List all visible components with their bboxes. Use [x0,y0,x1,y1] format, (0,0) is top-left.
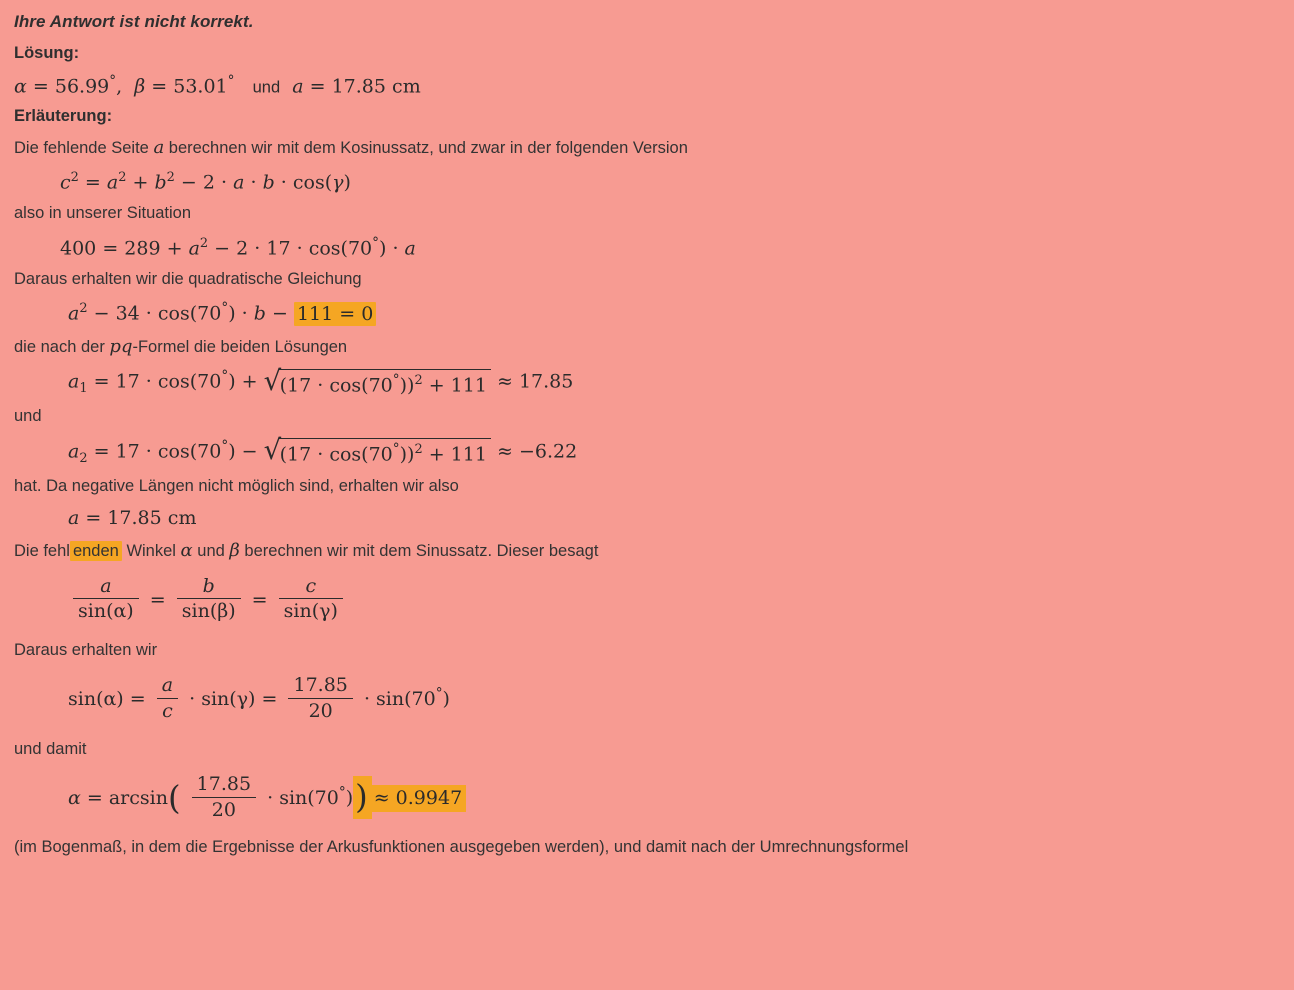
sqrt-a1: √ $(17 \cdot \cos(70^\circ))^2 + 111$ [264,369,491,396]
inline-pq: pq [109,335,133,357]
formula-sin-alpha: sin(α) = $\frac{a}{c}$ · sin(γ) = $\frac{17.85}{20}$ · sin(70°) [68,673,450,722]
explanation-line-9: und damit [14,740,87,759]
sqrt-a2: √ $(17 \cdot \cos(70^\circ))^2 + 111$ [264,438,491,465]
explanation-line-4: die nach der pq-Formel die beiden Lösungen [14,335,348,357]
alpha-value: 56.99 [54,75,110,98]
formula-situation: $400 = 289 + a^2 - 2 \cdot 17 \cdot \cos(70^\circ) \cdot a$ [60,234,416,259]
formula-a-final: a = 17.85 cm [68,507,197,530]
fraction-b-sin-beta: $\frac{b}{\sin(\beta)}$ [177,576,241,624]
a-symbol: a [292,75,304,98]
solution-label: Lösung: [14,44,80,62]
formula-quadratic: $a^2 - 34 \cdot \cos(70^\circ) \cdot b - 111 = 0$ [14,300,1280,324]
explanation-line-1: Die fehlende Seite a berechnen wir mit dem Kosinussatz, und zwar in der folgenden Version [14,137,688,159]
fraction-c-sin-gamma: $\frac{c}{\sin(\gamma)}$ [279,576,343,624]
solution-values: α = 56.99°, β = 53.01° und a = 17.85 cm [14,73,421,98]
inline-beta: β [229,540,240,562]
fraction-1785-over-20: $\frac{17.85}{20}$ [288,675,352,723]
explanation-label: Erläuterung: [14,107,113,126]
highlight-enden: enden [70,541,122,561]
explanation-line-6: hat. Da negative Längen nicht möglich sind, erhalten wir also [14,476,459,495]
explanation-line-5: und [14,407,42,426]
explanation-line-10: (im Bogenmaß, in dem die Ergebnisse der Arkusfunktionen ausgegeben werden), und damit nach der Umrechnungsformel [14,837,909,856]
alpha-symbol: α [14,75,27,98]
wrong-answer-message: Ihre Antwort ist nicht korrekt. [14,12,254,31]
explanation-line-3: Daraus erhalten wir die quadratische Gleichung [14,269,362,288]
explanation-line-7: Die fehl enden Winkel α und β berechnen wir mit dem Sinussatz. Dieser besagt [14,540,599,562]
beta-symbol: β [134,75,146,98]
fraction-1785-over-20-2: $\frac{17.85}{20}$ [192,774,256,822]
explanation-line-2: also in unserer Situation [14,204,192,223]
highlight-111-equals-0: 111 = 0 [294,302,376,326]
formula-sine-law: $\frac{a}{\sin(\alpha)}$ = $\frac{b}{\sin(\beta)}$ = $\frac{c}{\sin(\gamma)}$ [14,577,1280,625]
formula-alpha-arcsin: α = arcsin( $\frac{17.85}{20}$ · sin(70°)) ≈ 0.9947 [14,775,1280,823]
explanation-line-8: Daraus erhalten wir [14,641,158,660]
formula-a2: $a_2 = 17 \cdot \cos(70^\circ)$ − √ $(17 \cdot \cos(70^\circ))^2 + 111 \approx -6.22$ [68,434,578,467]
formula-a1: $a_1 = 17 \cdot \cos(70^\circ)$ + √ $(17 \cdot \cos(70^\circ))^2 + 111 \approx 17.85$ [68,364,574,397]
fraction-a-over-c: $\frac{a}{c}$ [157,675,178,723]
a-value: 17.85 [331,75,386,98]
highlight-approx-09947: ≈ 0.9947 [372,785,466,812]
inline-alpha: α [180,540,193,562]
fraction-a-sin-alpha: $\frac{a}{\sin(\alpha)}$ [73,576,139,624]
a-unit: cm [392,75,421,98]
beta-value: 53.01 [173,75,228,98]
formula-cosine-law: $c^2 = a^2 + b^2 - 2 \cdot a \cdot b \cdot \cos(\gamma)$ [60,169,351,194]
inline-a: a [153,137,165,159]
